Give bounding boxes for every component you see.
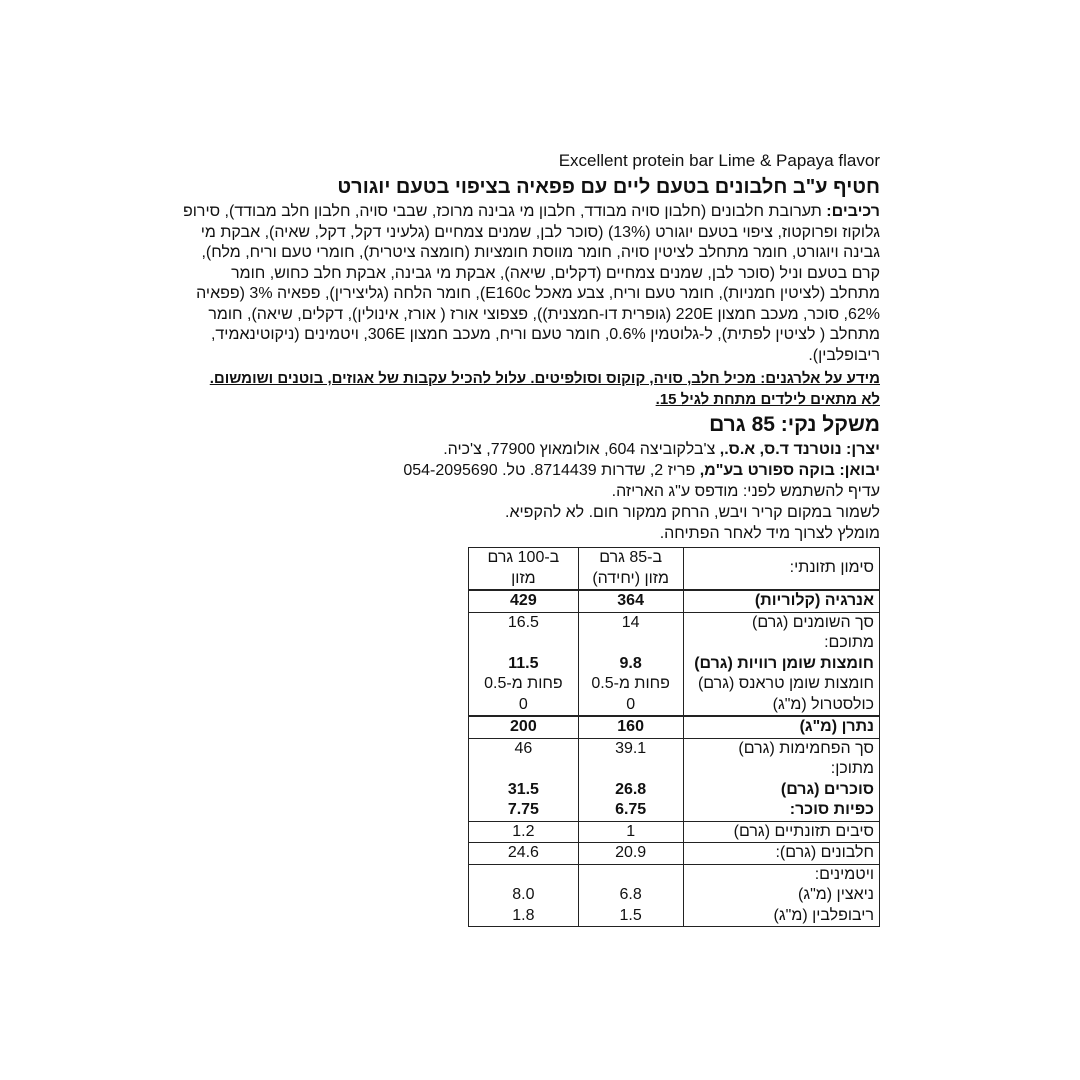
note-best-before: עדיף להשתמש לפני: מודפס ע"ג האריזה.: [611, 483, 880, 500]
header-per100-line2: מזון: [511, 569, 536, 587]
row-unit: 160: [578, 716, 683, 738]
table-row: [469, 821, 880, 843]
row-name: חלבונים (גרם):: [683, 843, 879, 865]
row-name: סך השומנים (גרם): [752, 613, 874, 631]
importer-text: פריז 2, שדרות 8714439. טל. 054-2095690: [403, 462, 696, 479]
row-name-group: [683, 612, 879, 654]
ingredients: [180, 202, 880, 366]
manufacturer-text: צ'בלקוביצה 604, אולומאוץ 77900, צ'כיה.: [443, 441, 716, 458]
header-per100-line1: ב-100 גרם: [487, 549, 560, 566]
row-per100: 0: [469, 695, 579, 717]
importer: [180, 460, 880, 481]
row-per100: [469, 864, 579, 885]
row-unit: 1.5: [578, 906, 683, 927]
row-name: סיבים תזונתיים (גרם): [683, 821, 879, 843]
allergy-line-1: מידע על אלרגנים: מכיל חלב, סויה, קוקוס וסולפיטים. עלול להכיל עקבות של אגוזים, בוטנים ושומשום.: [209, 370, 880, 387]
row-name: כפיות סוכר:: [683, 800, 879, 821]
table-row: [469, 695, 880, 717]
title-hebrew: חטיף ע"ב חלבונים בטעם ליים עם פפאיה בציפוי בטעם יוגורט: [337, 176, 880, 198]
table-row: [469, 674, 880, 695]
row-unit: 6.8: [578, 885, 683, 906]
row-per100: פחות מ-0.5: [469, 674, 579, 695]
table-row: [469, 906, 880, 927]
nutrition-header-unit: [578, 548, 683, 591]
row-unit: 364: [578, 590, 683, 612]
table-row: [469, 590, 880, 612]
table-row: [469, 738, 880, 780]
row-unit: פחות מ-0.5: [578, 674, 683, 695]
row-per100: 46: [469, 738, 579, 780]
nutrition-header-row: [469, 548, 880, 591]
note-consume: מומלץ לצרוך מיד לאחר הפתיחה.: [659, 525, 880, 542]
row-name: ריבופלבין (מ"ג): [683, 906, 879, 927]
row-unit: [578, 864, 683, 885]
product-label: [180, 150, 880, 927]
row-unit: 20.9: [578, 843, 683, 865]
table-row: [469, 800, 880, 821]
row-name: ניאצין (מ"ג): [683, 885, 879, 906]
table-row: [469, 843, 880, 865]
header-unit-line2: מזון (יחידה): [592, 569, 669, 587]
row-name: מתוכן:: [830, 760, 874, 777]
row-per100: 429: [469, 590, 579, 612]
header-unit-line1: ב-85 גרם: [599, 549, 663, 566]
title-english: Excellent protein bar Lime & Papaya flavor: [558, 151, 880, 170]
row-per100: 16.5: [469, 612, 579, 654]
row-unit: 39.1: [578, 738, 683, 780]
row-unit: 0: [578, 695, 683, 717]
row-unit: 1: [578, 821, 683, 843]
row-name: סוכרים (גרם): [683, 780, 879, 801]
table-row: [469, 612, 880, 654]
nutrition-table: [468, 547, 880, 927]
row-per100: 7.75: [469, 800, 579, 821]
row-name-group: [683, 738, 879, 780]
row-name: אנרגיה (קלוריות): [683, 590, 879, 612]
table-row: [469, 885, 880, 906]
row-name: מתוכם:: [824, 634, 874, 651]
row-per100: 1.2: [469, 821, 579, 843]
row-name: כולסטרול (מ"ג): [683, 695, 879, 717]
row-per100: 200: [469, 716, 579, 738]
ingredients-label: רכיבים:: [826, 203, 880, 220]
row-name: סך הפחמימות (גרם): [738, 739, 874, 757]
table-row: [469, 780, 880, 801]
table-row: [469, 716, 880, 738]
row-unit: 9.8: [578, 654, 683, 675]
note-storage: לשמור במקום קריר ויבש, הרחק ממקור חום. לא להקפיא.: [505, 504, 880, 521]
manufacturer: [180, 439, 880, 460]
row-per100: 1.8: [469, 906, 579, 927]
manufacturer-label: יצרן: נוטרנד ד.ס, א.ס.,: [719, 441, 880, 458]
row-per100: 8.0: [469, 885, 579, 906]
table-row: [469, 864, 880, 885]
row-per100: 11.5: [469, 654, 579, 675]
importer-label: יבואן: בוקה ספורט בע"מ,: [699, 462, 880, 479]
row-name: נתרן (מ"ג): [683, 716, 879, 738]
row-per100: 31.5: [469, 780, 579, 801]
allergy-line-2: לא מתאים לילדים מתחת לגיל 15.: [655, 391, 880, 408]
row-unit: 14: [578, 612, 683, 654]
row-name: חומצות שומן טראנס (גרם): [683, 674, 879, 695]
nutrition-header-name: סימון תזונתי:: [683, 548, 879, 591]
allergy-info: [180, 368, 880, 410]
row-per100: 24.6: [469, 843, 579, 865]
nutrition-header-per100: [469, 548, 579, 591]
row-name: ויטמינים:: [683, 864, 879, 885]
net-weight: משקל נקי: 85 גרם: [709, 413, 880, 436]
table-row: [469, 654, 880, 675]
row-unit: 26.8: [578, 780, 683, 801]
row-unit: 6.75: [578, 800, 683, 821]
ingredients-text: תערובת חלבונים (חלבון סויה מבודד, חלבון מי גבינה מרוכז, שבבי סויה, חלבון חלב מבודד), סירופ גלוקוז ופרוקטוז, ציפוי בטעם יוגורט (13%) (סוכר לבן, שמנים צמחיים (גלעיני דקל, דקל, שאיה), אבקת מי גבינה ויוגורט, חומר מתחלב לציטין סויה, חומר מווסת חומציות (חומצה ציטרית), חומרי טעם וריח, מלח), קרם בטעם וניל (סוכר לבן, שמנים צמחיים (דקלים, שיאה), אבקת מי גבינה, אבקת חלב כחוש, חומר מתחלב (לציטין חמניות), חומר טעם וריח, צבע מאכל E160c), חומר הלחה (גליצירין), פפאיה 3% (פפאיה 62%, סוכר, מעכב חמצון 220E (גופרית דו-חמצנית)), פצפוצי אורז ( אורז, אינולין), דקלים, שיאה), חומר מתחלב ( לציטין לפתית), ל-גלוטמין 0.6%, חומר טעם וריח, מעכב חמצון 306E, ויטמינים (ניקוטינאמיד, ריבופלבין).: [182, 203, 880, 364]
row-name: חומצות שומן רוויות (גרם): [683, 654, 879, 675]
